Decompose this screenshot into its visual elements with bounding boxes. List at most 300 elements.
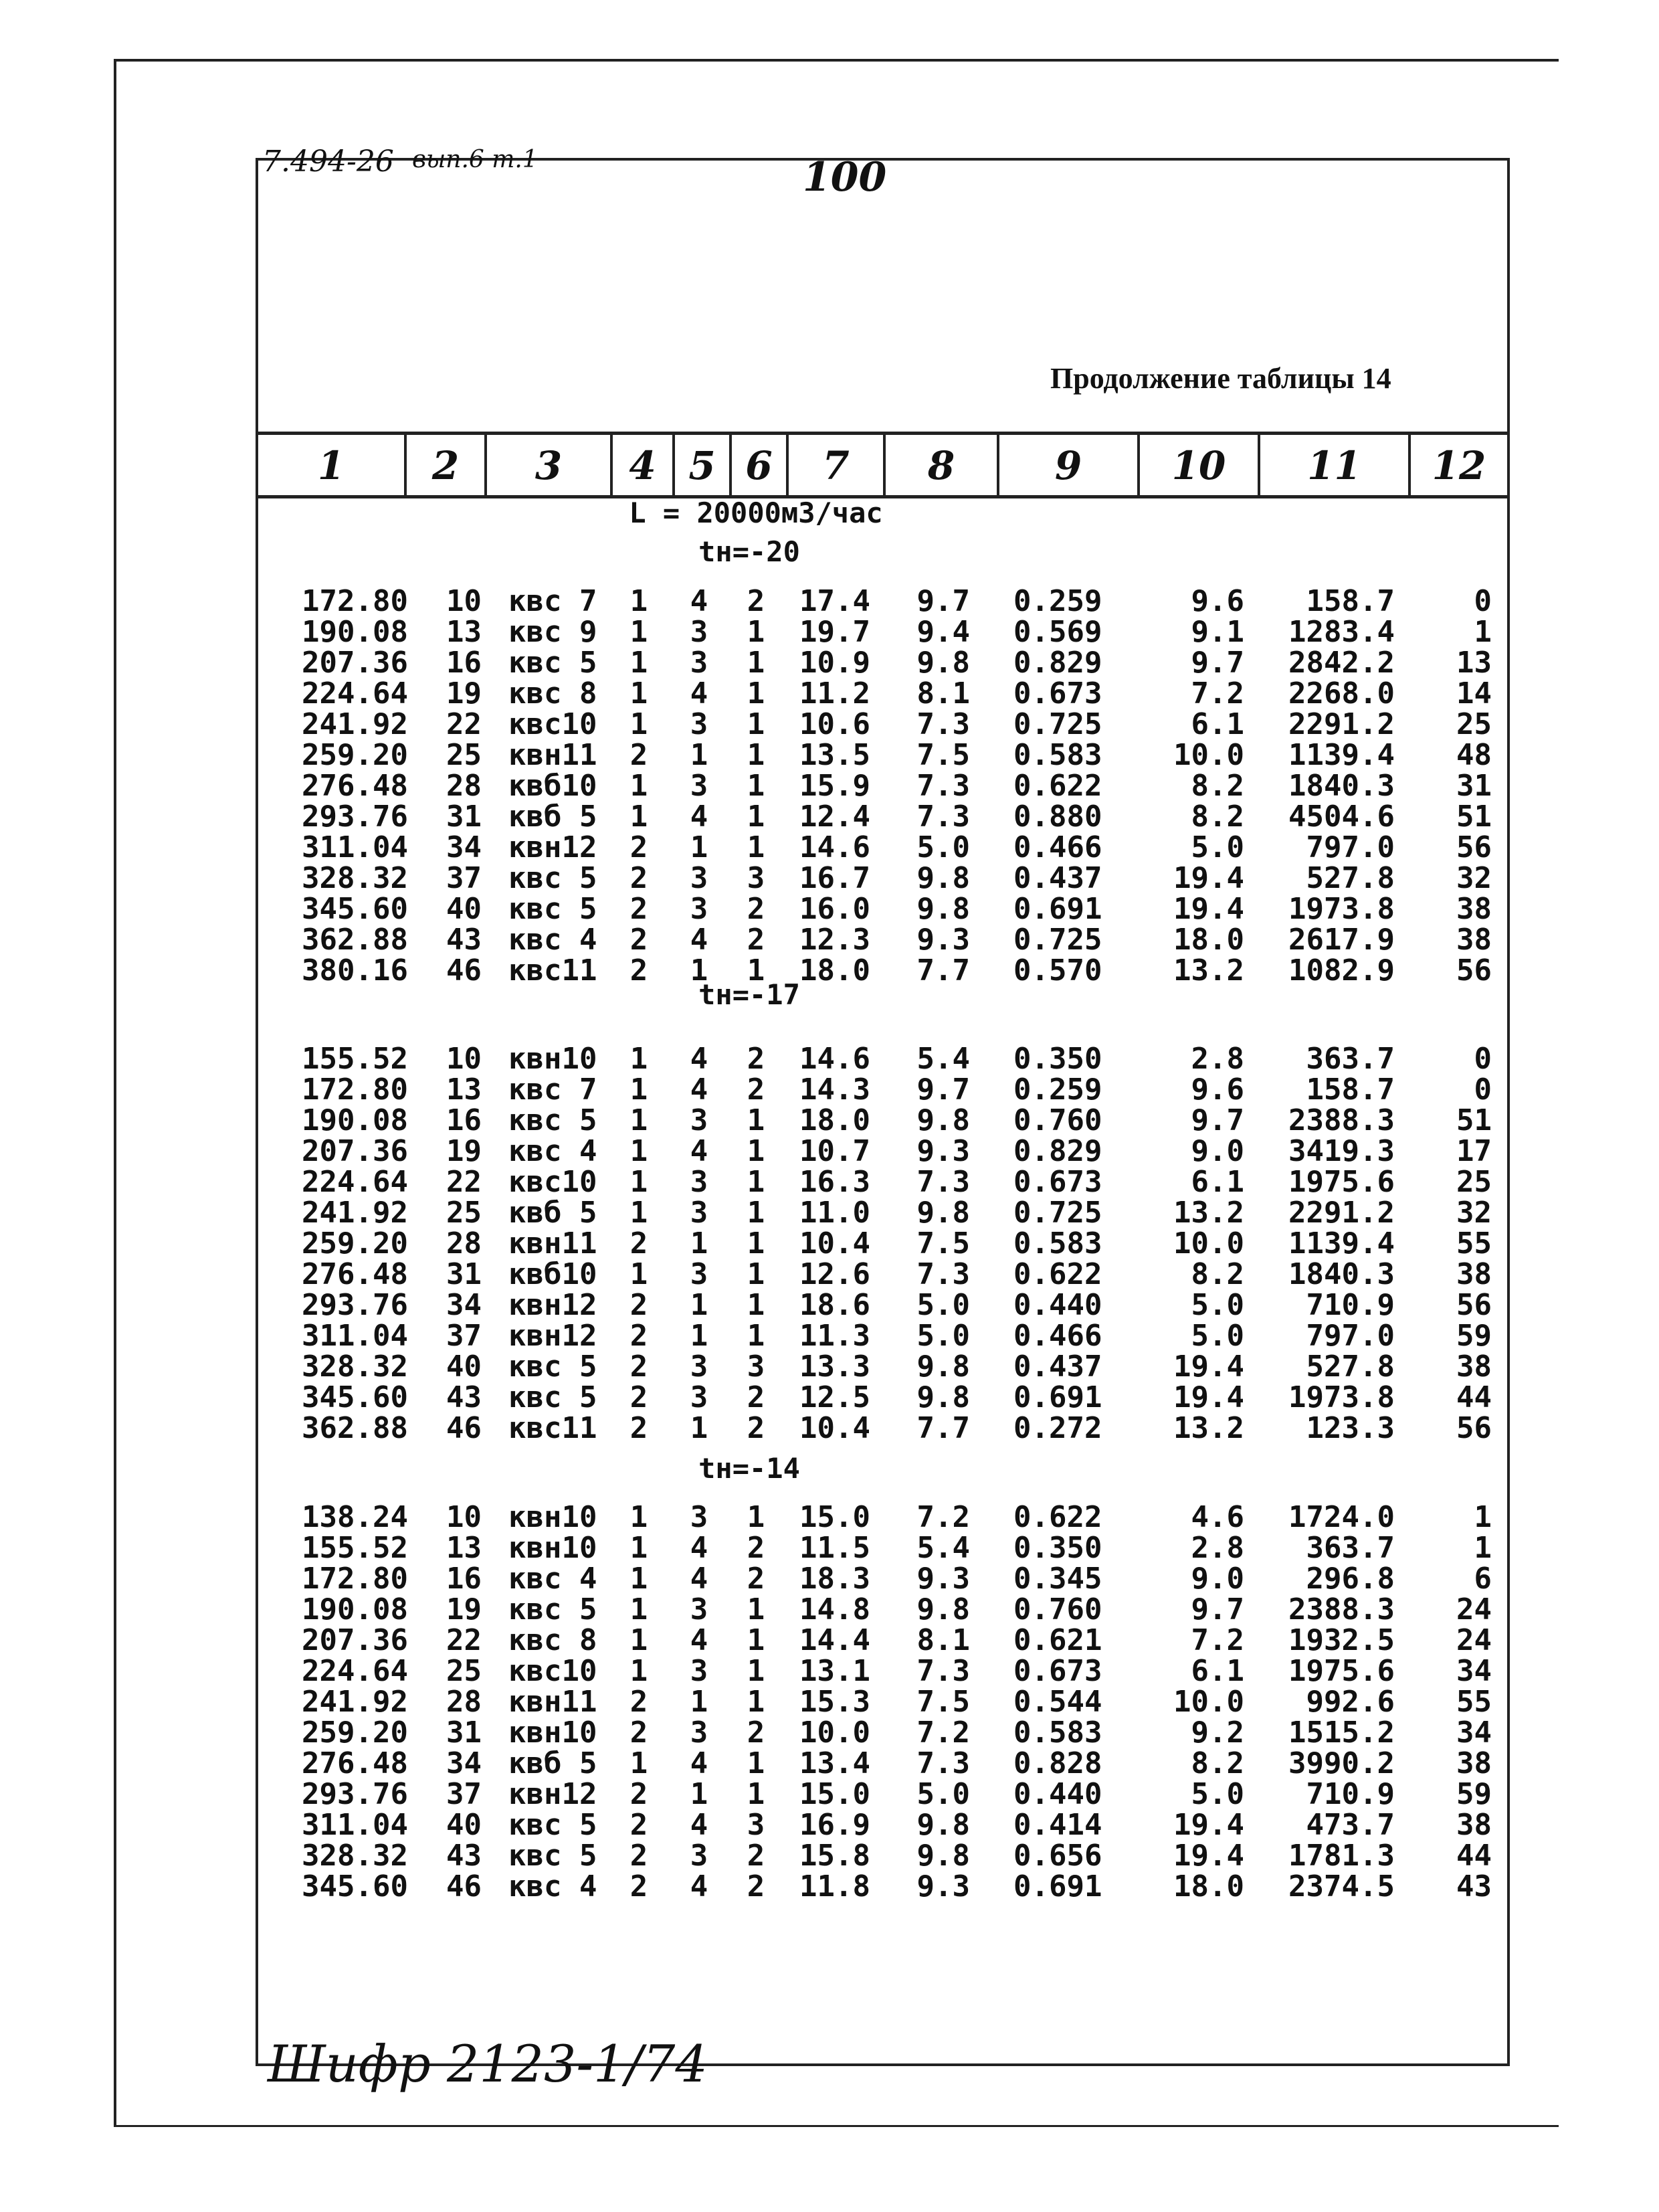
table-cell: 1 [1474,615,1492,649]
table-cell: 5.0 [1191,1777,1244,1811]
table-cell: 19.4 [1173,1808,1244,1842]
table-cell: 1 [629,800,648,834]
table-cell: 19.4 [1173,892,1244,926]
table-cell: 14.8 [799,1592,870,1627]
table-cell: 2 [747,1411,765,1445]
table-cell: 1 [747,676,765,711]
table-cell: 10.7 [799,1134,870,1168]
table-cell: 3 [690,615,708,649]
table-cell: 0.725 [1013,1196,1102,1230]
table-cell: 43 [446,1380,482,1414]
table-cell: 10.4 [799,1411,870,1445]
table-cell: 1 [747,769,765,803]
table-cell: 9.7 [1191,1103,1244,1137]
table-cell: 158.7 [1306,584,1395,618]
table-cell: квс 8 [508,676,597,711]
table-cell: 7.2 [916,1500,970,1534]
table-cell: 1 [629,1592,648,1627]
table-cell: 18.0 [799,953,870,988]
table-cell: 32 [1456,1196,1492,1230]
table-cell: 59 [1456,1319,1492,1353]
table-cell: 11.3 [799,1319,870,1353]
table-cell: 1 [747,1592,765,1627]
table-cell: 1 [690,1288,708,1322]
table-cell: 1 [747,1777,765,1811]
table-cell: 10 [446,1042,482,1076]
page-number: 100 [803,154,887,201]
table-cell: 0.725 [1013,923,1102,957]
table-cell: 38 [1456,1257,1492,1291]
table-cell: 2.8 [1191,1042,1244,1076]
table-cell: 1515.2 [1288,1716,1395,1750]
table-cell: 51 [1456,800,1492,834]
column-header-8: 8 [927,443,955,488]
table-cell: 3 [690,1196,708,1230]
table-cell: квс10 [508,1165,597,1199]
table-cell: 51 [1456,1103,1492,1137]
table-cell: 1 [747,1654,765,1688]
table-cell: 259.20 [302,1716,408,1750]
table-cell: 138.24 [302,1500,408,1534]
table-cell: 15.3 [799,1685,870,1719]
table-cell: 9.8 [916,1103,970,1137]
table-cell: 1 [747,707,765,741]
table-cell: 15.9 [799,769,870,803]
table-cell: 8.2 [1191,1746,1244,1780]
table-cell: квс 5 [508,1350,597,1384]
table-cell: 1 [690,1777,708,1811]
table-cell: 0.544 [1013,1685,1102,1719]
table-cell: 5.0 [916,1777,970,1811]
table-cell: 37 [446,861,482,895]
table-cell: 6.1 [1191,1165,1244,1199]
table-cell: 1 [629,646,648,680]
table-cell: 2374.5 [1288,1869,1395,1904]
table-cell: 797.0 [1306,830,1395,864]
table-cell: 10.0 [1173,738,1244,772]
table-cell: 3 [747,861,765,895]
table-cell: 7.2 [1191,1623,1244,1657]
table-cell: 992.6 [1306,1685,1395,1719]
table-cell: 0.829 [1013,646,1102,680]
table-cell: 797.0 [1306,1319,1395,1353]
table-cell: 1 [629,1531,648,1565]
table-cell: 34 [446,1746,482,1780]
table-cell: 1 [629,1134,648,1168]
table-cell: 37 [446,1319,482,1353]
table-cell: 6 [1474,1562,1492,1596]
table-cell: 10.0 [1173,1226,1244,1261]
table-cell: 3 [690,1592,708,1627]
column-header-3: 3 [534,443,563,488]
table-cell: 10.9 [799,646,870,680]
table-cell: 2 [747,1380,765,1414]
table-cell: 9.6 [1191,584,1244,618]
table-cell: 7.5 [916,738,970,772]
table-cell: квн10 [508,1716,597,1750]
table-cell: 2 [629,892,648,926]
table-cell: 25 [1456,707,1492,741]
table-cell: 8.2 [1191,769,1244,803]
table-cell: 25 [446,1196,482,1230]
table-cell: 1 [629,1562,648,1596]
table-cell: 7.3 [916,800,970,834]
table-cell: 0.760 [1013,1592,1102,1627]
table-cell: 18.0 [799,1103,870,1137]
table-cell: квс 5 [508,646,597,680]
table-cell: 380.16 [302,953,408,988]
table-cell: 7.3 [916,1746,970,1780]
table-cell: 4 [690,1746,708,1780]
table-cell: 31 [446,800,482,834]
table-cell: 1 [747,738,765,772]
table-cell: 4 [690,1562,708,1596]
table-cell: 13 [446,1073,482,1107]
table-cell: 40 [446,1350,482,1384]
table-cell: 56 [1456,830,1492,864]
table-cell: квн12 [508,830,597,864]
table-cell: 9.7 [916,1073,970,1107]
table-cell: 9.0 [1191,1562,1244,1596]
table-cell: 5.0 [1191,830,1244,864]
table-cell: 43 [446,923,482,957]
table-cell: 1 [747,1623,765,1657]
table-cell: 0.440 [1013,1288,1102,1322]
table-cell: квн12 [508,1777,597,1811]
table-cell: 9.3 [916,1134,970,1168]
table-cell: квс 5 [508,892,597,926]
table-cell: 9.3 [916,923,970,957]
column-header-12: 12 [1432,443,1486,488]
table-cell: 207.36 [302,1134,408,1168]
table-cell: 28 [446,1226,482,1261]
table-cell: 4 [690,1623,708,1657]
table-cell: 16.3 [799,1165,870,1199]
table-cell: 328.32 [302,861,408,895]
table-cell: 0 [1474,1073,1492,1107]
table-cell: квс 4 [508,1562,597,1596]
table-cell: 14.4 [799,1623,870,1657]
table-cell: 22 [446,1623,482,1657]
table-cell: 2 [629,1411,648,1445]
table-cell: 56 [1456,1411,1492,1445]
table-cell: 28 [446,769,482,803]
table-cell: 2 [747,1562,765,1596]
table-cell: 9.7 [916,584,970,618]
table-cell: 0.583 [1013,738,1102,772]
table-cell: 13.5 [799,738,870,772]
table-cell: 7.3 [916,1654,970,1688]
table-cell: 15.8 [799,1839,870,1873]
table-cell: 11.5 [799,1531,870,1565]
table-cell: 1975.6 [1288,1654,1395,1688]
column-header-6: 6 [745,443,773,488]
table-cell: квн12 [508,1288,597,1322]
table-cell: 56 [1456,1288,1492,1322]
table-cell: 2 [629,1319,648,1353]
table-cell: 1 [747,1685,765,1719]
table-cell: 0.691 [1013,892,1102,926]
table-cell: 3 [690,861,708,895]
table-cell: 4504.6 [1288,800,1395,834]
table-cell: 1 [629,1500,648,1534]
table-cell: квс10 [508,1654,597,1688]
table-cell: 4 [690,923,708,957]
table-cell: 0 [1474,1042,1492,1076]
table-cell: 311.04 [302,1319,408,1353]
outer-left-border [114,59,116,2126]
table-cell: 527.8 [1306,861,1395,895]
table-cell: 19 [446,676,482,711]
table-cell: квн12 [508,1319,597,1353]
table-cell: 2388.3 [1288,1103,1395,1137]
table-cell: 9.8 [916,1380,970,1414]
table-cell: 0.414 [1013,1808,1102,1842]
table-cell: 1 [1474,1500,1492,1534]
table-cell: 2 [747,1869,765,1904]
table-cell: 2 [629,953,648,988]
table-cell: квб10 [508,1257,597,1291]
table-cell: 2388.3 [1288,1592,1395,1627]
table-cell: квс10 [508,707,597,741]
table-cell: 59 [1456,1777,1492,1811]
table-cell: 46 [446,1869,482,1904]
table-cell: 3 [690,1839,708,1873]
table-cell: 7.5 [916,1685,970,1719]
table-cell: 5.0 [916,1319,970,1353]
section-label: tн=-17 [698,978,800,1011]
table-cell: 172.80 [302,1073,408,1107]
table-cell: квс 5 [508,1839,597,1873]
table-cell: 1082.9 [1288,953,1395,988]
table-cell: 0.673 [1013,1654,1102,1688]
table-cell: 13.2 [1173,953,1244,988]
table-cell: 38 [1456,1746,1492,1780]
table-cell: 38 [1456,923,1492,957]
table-cell: 2 [629,1839,648,1873]
table-cell: 345.60 [302,892,408,926]
table-cell: 34 [446,1288,482,1322]
table-cell: 13.4 [799,1746,870,1780]
table-cell: 345.60 [302,1869,408,1904]
table-cell: 0.466 [1013,830,1102,864]
column-header-2: 2 [431,443,460,488]
table-cell: квн10 [508,1042,597,1076]
table-cell: 40 [446,892,482,926]
table-cell: 1 [747,1500,765,1534]
table-cell: 12.3 [799,923,870,957]
table-cell: 3990.2 [1288,1746,1395,1780]
table-cell: 11.2 [799,676,870,711]
table-caption: Продолжение таблицы 14 [1050,362,1391,395]
table-cell: 6.1 [1191,1654,1244,1688]
table-cell: 241.92 [302,1685,408,1719]
table-cell: 2 [629,1288,648,1322]
table-cell: 1 [747,830,765,864]
table-cell: 19.4 [1173,861,1244,895]
table-cell: 3 [690,1380,708,1414]
table-cell: 1 [690,1226,708,1261]
table-cell: квн11 [508,738,597,772]
table-cell: 56 [1456,953,1492,988]
table-cell: квс 4 [508,923,597,957]
table-cell: 9.8 [916,1592,970,1627]
table-cell: 16 [446,1103,482,1137]
table-cell: квс 8 [508,1623,597,1657]
table-cell: 259.20 [302,1226,408,1261]
table-cell: 1 [629,769,648,803]
table-cell: квб 5 [508,1746,597,1780]
table-cell: 1 [690,1319,708,1353]
table-cell: 293.76 [302,1777,408,1811]
column-header-4: 4 [629,443,656,488]
table-cell: 123.3 [1306,1411,1395,1445]
table-cell: 1 [629,1623,648,1657]
table-cell: 32 [1456,861,1492,895]
table-cell: 3 [690,707,708,741]
table-cell: 10.0 [1173,1685,1244,1719]
table-cell: 3 [690,1350,708,1384]
table-cell: 1 [690,1411,708,1445]
table-cell: 16.7 [799,861,870,895]
column-header-7: 7 [822,443,850,488]
table-cell: 293.76 [302,800,408,834]
table-cell: 4 [690,1531,708,1565]
table-cell: 13.1 [799,1654,870,1688]
table-cell: 1 [747,1257,765,1291]
table-cell: 241.92 [302,707,408,741]
table-cell: 9.8 [916,1196,970,1230]
table-cell: 1840.3 [1288,769,1395,803]
table-cell: 2 [747,1042,765,1076]
table-cell: 19.4 [1173,1839,1244,1873]
table-cell: 31 [1456,769,1492,803]
table-cell: 16.9 [799,1808,870,1842]
table-cell: 1 [747,615,765,649]
table-cell: 1 [747,1103,765,1137]
table-cell: 1283.4 [1288,615,1395,649]
table-cell: 311.04 [302,1808,408,1842]
table-cell: квс 9 [508,615,597,649]
table-cell: 7.2 [1191,676,1244,711]
table-cell: 37 [446,1777,482,1811]
table-cell: 190.08 [302,1103,408,1137]
table-cell: 4 [690,1042,708,1076]
table-cell: 362.88 [302,1411,408,1445]
table-cell: 2 [629,1350,648,1384]
table-cell: 296.8 [1306,1562,1395,1596]
table-cell: 14 [1456,676,1492,711]
table-cell: 10.6 [799,707,870,741]
table-cell: 224.64 [302,1654,408,1688]
table-cell: 0.569 [1013,615,1102,649]
table-cell: 44 [1456,1380,1492,1414]
table-cell: 1139.4 [1288,1226,1395,1261]
table-cell: 1 [747,1288,765,1322]
table-cell: 4 [690,800,708,834]
table-cell: квс 7 [508,1073,597,1107]
table-cell: 7.7 [916,953,970,988]
table-cell: квб 5 [508,1196,597,1230]
table-cell: 710.9 [1306,1288,1395,1322]
table-cell: 9.7 [1191,646,1244,680]
outer-bottom-border [114,2125,1559,2127]
table-cell: 0.345 [1013,1562,1102,1596]
column-header-10: 10 [1171,443,1226,488]
table-cell: 3 [690,1654,708,1688]
table-cell: 25 [446,738,482,772]
table-cell: квн11 [508,1685,597,1719]
table-cell: 48 [1456,738,1492,772]
table-cell: 1 [629,676,648,711]
table-cell: 25 [446,1654,482,1688]
table-cell: 363.7 [1306,1531,1395,1565]
table-cell: 1 [629,1103,648,1137]
table-cell: 9.8 [916,1350,970,1384]
table-cell: 224.64 [302,1165,408,1199]
table-cell: 31 [446,1257,482,1291]
table-cell: 527.8 [1306,1350,1395,1384]
table-cell: квб 5 [508,800,597,834]
table-cell: 1 [747,646,765,680]
table-cell: 1 [747,1134,765,1168]
table-cell: 1 [629,1257,648,1291]
column-header-9: 9 [1054,443,1082,488]
table-cell: 38 [1456,892,1492,926]
table-cell: 2842.2 [1288,646,1395,680]
table-cell: 2 [629,1716,648,1750]
table-cell: 9.6 [1191,1073,1244,1107]
table-cell: 14.6 [799,1042,870,1076]
table-cell: 55 [1456,1685,1492,1719]
table-cell: 18.3 [799,1562,870,1596]
table-cell: 3 [690,1500,708,1534]
column-header-5: 5 [688,443,716,488]
table-cell: квс 5 [508,1808,597,1842]
table-cell: 7.2 [916,1716,970,1750]
table-cell: 9.3 [916,1869,970,1904]
table-cell: квс11 [508,1411,597,1445]
table-cell: 5.4 [916,1042,970,1076]
table-cell: 172.80 [302,1562,408,1596]
table-cell: 10 [446,1500,482,1534]
table-cell: 12.6 [799,1257,870,1291]
table-cell: 43 [1456,1869,1492,1904]
table-cell: 1932.5 [1288,1623,1395,1657]
table-cell: 7.5 [916,1226,970,1261]
table-cell: 0.673 [1013,676,1102,711]
table-cell: 13 [446,1531,482,1565]
table-cell: 0.437 [1013,1350,1102,1384]
table-cell: 158.7 [1306,1073,1395,1107]
table-cell: 0.656 [1013,1839,1102,1873]
section-label: tн=-20 [698,535,800,568]
table-cell: 3 [690,892,708,926]
table-cell: 0.673 [1013,1165,1102,1199]
table-cell: 4 [690,584,708,618]
table-cell: 38 [1456,1808,1492,1842]
table-cell: 2 [747,1531,765,1565]
table-cell: 0.259 [1013,584,1102,618]
table-cell: 2291.2 [1288,1196,1395,1230]
table-cell: 25 [1456,1165,1492,1199]
table-cell: 2268.0 [1288,676,1395,711]
table-cell: 5.0 [1191,1319,1244,1353]
table-cell: 0.259 [1013,1073,1102,1107]
table-cell: 1975.6 [1288,1165,1395,1199]
table-cell: 7.3 [916,707,970,741]
table-cell: 13.2 [1173,1411,1244,1445]
